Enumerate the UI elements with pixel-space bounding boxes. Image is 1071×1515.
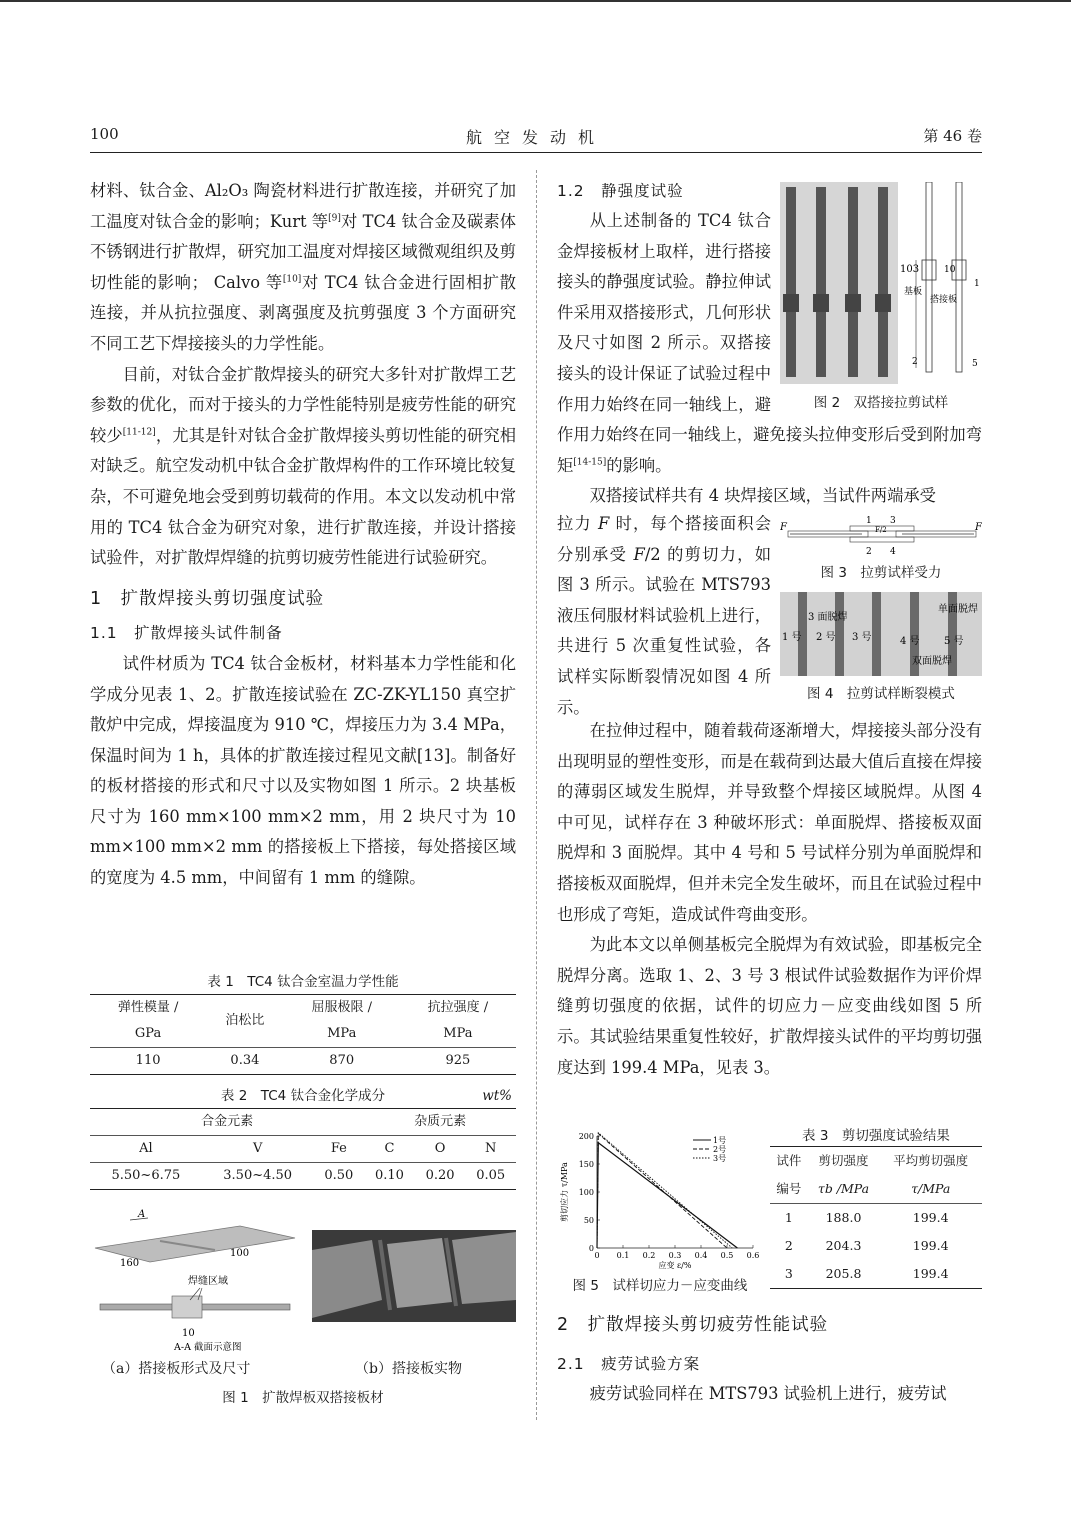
table-1-caption: 表 1 TC4 钛合金室温力学性能 xyxy=(207,974,399,990)
t2-col: C xyxy=(384,1141,395,1156)
fig4-label-n5: 5 号 xyxy=(944,636,964,647)
t3-header-avg: 平均剪切强度 xyxy=(893,1153,969,1168)
paragraph-7: 为此本文以单侧基板完全脱焊为有效试验，即基板完全脱焊分离。选取 1、2、3 号 3 根试件试验数据作为评价焊缝剪切强度的依据，试件的切应力－应变曲线如图 5 所示。其试验结果重复性较好，扩散焊接头试件的平均剪切强度达到 199.4 MPa，见表 3。 xyxy=(557,935,982,1077)
t3-header-strength-unit: τb /MPa xyxy=(817,1181,870,1196)
table-2-caption-text: 表 2 TC4 钛合金化学成分 xyxy=(220,1088,386,1104)
t3-header-id-b: 编号 xyxy=(776,1181,802,1196)
fig4-label-double: 双面脱焊 xyxy=(912,656,952,667)
figure-1a-drawing xyxy=(90,1208,300,1353)
figure-1-caption: 图 1 扩散焊板双搭接板材 xyxy=(222,1390,384,1406)
series-line-2 xyxy=(597,1134,727,1248)
t3-header-id: 试件 xyxy=(776,1153,802,1168)
table-row xyxy=(770,1260,982,1289)
figure-1-subcaptions xyxy=(90,1358,516,1380)
table-3 xyxy=(770,1126,982,1289)
t3-header-strength: 剪切强度 xyxy=(818,1153,869,1168)
t3-cell: 199.4 xyxy=(912,1266,949,1281)
t3-cell: 204.3 xyxy=(825,1238,862,1253)
y-tick-label: 150 xyxy=(578,1160,594,1169)
t2-col: N xyxy=(484,1141,497,1156)
t1-cell: 0.34 xyxy=(230,1053,260,1068)
fig4-label-single: 单面脱焊 xyxy=(938,604,978,615)
figure-1b-photo xyxy=(312,1230,516,1322)
table-row xyxy=(90,1048,516,1075)
top-border xyxy=(0,0,1071,2)
fig2-label-1: 1 xyxy=(974,279,980,289)
paragraph-5-narrow xyxy=(557,509,771,723)
figure-1b-drawing xyxy=(312,1230,516,1322)
y-tick-label: 0 xyxy=(588,1244,594,1253)
figure-1a-caption: （a）搭接板形式及尺寸 xyxy=(102,1361,251,1377)
fig3-label-half: F/2 xyxy=(875,526,887,534)
figure-5-svg xyxy=(557,1124,763,1274)
paragraph-1: 材料、钛合金、Al₂O₃ 陶瓷材料进行扩散连接，并研究了加工温度对钛合金的影响；Kurt 等[9]对 TC4 钛合金及碳素体不锈钢进行扩散焊，研究加工温度对焊接区域微观组织及剪切性能的影响； Calvo 等[10]对 TC4 钛合金进行固相扩散连接，并从抗拉强度、剥离强度及抗剪强度 3 个方面研究不同工艺下焊接接头的力学性能。 xyxy=(90,181,517,353)
t2-cell: 0.05 xyxy=(476,1168,506,1183)
paragraph-5-first-line: 双搭接试样共有 4 块焊接区域，当试件两端承受 xyxy=(589,486,936,506)
paragraph-3: 试件材质为 TC4 钛合金板材，材料基本力学性能和化学成分见表 1、2。扩散连接试验在 ZC-ZK-YL150 真空扩散炉中完成，焊接温度为 910 ℃，焊接压力为 3.4 MPa，保温时间为 1 h，具体的扩散连接过程见文献[13]。制备好的板材搭接的形式和尺寸以及实物如图 1 所示。2 块基板尺寸为 160 mm×100 mm×2 mm，用 2 块尺寸为 10 mm×100 mm×2 mm 的搭接板上下搭接，每处搭接区域的宽度为 4.5 mm，中间留有 1 mm 的缝隙。 xyxy=(90,653,516,888)
figure-2-photo-drawing xyxy=(780,182,898,384)
figure-5-chart xyxy=(557,1124,763,1274)
t2-cell: 3.50~4.50 xyxy=(223,1168,293,1183)
t1-header-modulus-unit: GPa xyxy=(134,1026,162,1041)
journal-title: 航空发动机 xyxy=(465,128,606,147)
fig1-label-100: 100 xyxy=(230,1248,250,1259)
table-row xyxy=(90,1163,516,1190)
t3-cell: 205.8 xyxy=(825,1266,862,1281)
t2-cell: 0.20 xyxy=(425,1168,455,1183)
y-axis-label: 剪切应力 τ/MPa xyxy=(560,1162,569,1222)
paragraph-4-wide xyxy=(557,420,982,511)
t1-cell: 870 xyxy=(329,1053,355,1068)
fig3-label-4: 4 xyxy=(890,547,896,557)
figure-2-photo xyxy=(780,182,898,384)
t3-header-avg-unit: τ/MPa xyxy=(911,1181,951,1196)
figure-2-caption: 图 2 双搭接拉剪试样 xyxy=(813,395,949,411)
column-separator xyxy=(536,170,537,1420)
t2-col: Fe xyxy=(330,1141,347,1156)
paragraph-4-continued: 作用力始终在同一轴线上，避免接头拉伸变形后受到附加弯矩[14-15]的影响。 xyxy=(557,425,982,475)
t3-cell: 3 xyxy=(784,1266,793,1281)
right-column-bottom xyxy=(557,1310,982,1410)
figure-4-drawing xyxy=(780,592,982,676)
left-column xyxy=(90,176,516,894)
table-2-caption xyxy=(90,1086,516,1106)
fig4-label-n4: 4 号 xyxy=(900,636,920,647)
fig2-label-2: 2 xyxy=(912,357,918,367)
figure-1b-caption: （b）搭接板实物 xyxy=(355,1361,462,1377)
t3-cell: 199.4 xyxy=(912,1210,949,1225)
table-row xyxy=(770,1232,982,1260)
table-3-caption: 表 3 剪切强度试验结果 xyxy=(802,1128,950,1144)
t1-cell: 110 xyxy=(135,1053,161,1068)
fig3-force-right: F xyxy=(975,522,982,533)
table-2-unit: wt% xyxy=(482,1088,512,1104)
figure-4-caption: 图 4 拉剪试样断裂模式 xyxy=(807,686,955,702)
t2-group-impurity: 杂质元素 xyxy=(364,1109,516,1136)
figure-4-photo xyxy=(780,592,982,676)
paragraph-4: 从上述制备的 TC4 钛合金焊接板材上取样，进行搭接接头的静强度试验。静拉伸试件采用双搭接形式，几何形状及尺寸如图 2 所示。双搭接接头的设计保证了试验过程中作用力始终在同一轴线上，避 xyxy=(557,211,771,414)
fig2-label-10: 10 xyxy=(944,265,956,275)
volume-label: 第 46 卷 xyxy=(923,127,982,145)
t1-cell: 925 xyxy=(445,1053,471,1068)
x-tick-label: 0.1 xyxy=(616,1251,630,1260)
t2-col: Al xyxy=(139,1141,153,1156)
legend-label-1: 1号 xyxy=(713,1136,727,1145)
fig2-label-base: 基板 xyxy=(904,287,923,297)
x-tick-label: 0.6 xyxy=(746,1251,760,1260)
fig3-label-1: 1 xyxy=(866,516,872,526)
x-axis-label: 应变 ε/% xyxy=(658,1261,692,1270)
fig4-label-n1: 1 号 xyxy=(782,632,802,643)
x-tick-label: 0.3 xyxy=(668,1251,682,1260)
figure-3 xyxy=(780,512,982,560)
figure-5-caption: 图 5 试样切应力－应变曲线 xyxy=(572,1278,748,1294)
page-number: 100 xyxy=(90,125,119,143)
page-header xyxy=(90,125,982,149)
t3-cell: 2 xyxy=(784,1238,793,1253)
y-tick-label: 100 xyxy=(578,1188,594,1197)
figure-3-drawing xyxy=(780,512,982,560)
paragraph-4-narrow xyxy=(557,206,771,420)
fig1-label-10: 10 xyxy=(182,1328,195,1339)
right-column-middle xyxy=(557,716,982,1083)
x-tick-label: 0 xyxy=(594,1251,600,1260)
t2-cell: 5.50~6.75 xyxy=(111,1168,181,1183)
fig4-label-3face: 3 面脱焊 xyxy=(808,612,848,623)
fig3-label-3: 3 xyxy=(890,516,896,526)
fig4-label-n2: 2 号 xyxy=(816,632,836,643)
t3-cell: 1 xyxy=(784,1210,793,1225)
section-2-heading: 2 扩散焊接头剪切疲劳性能试验 xyxy=(557,1315,829,1335)
table-row xyxy=(770,1204,982,1233)
fig2-label-5: 5 xyxy=(972,359,978,369)
table-1 xyxy=(90,972,516,1075)
fig2-label-lap: 搭接板 xyxy=(930,295,958,305)
t1-header-poisson: 泊松比 xyxy=(225,1013,265,1028)
y-tick-label: 200 xyxy=(578,1132,594,1141)
table-2 xyxy=(90,1086,516,1190)
x-tick-label: 0.5 xyxy=(720,1251,734,1260)
t2-col: V xyxy=(252,1141,263,1156)
header-rule xyxy=(90,152,982,153)
fig1-label-weld: 焊缝区域 xyxy=(188,1276,228,1287)
t1-header-tensile-unit: MPa xyxy=(443,1026,473,1041)
figure-2-schematic-drawing xyxy=(900,182,982,378)
figure-2-schematic xyxy=(900,182,982,378)
paragraph-6: 在拉伸过程中，随着载荷逐渐增大，焊接接头部分没有出现明显的塑性变形，而是在载荷到达最大值后直接在焊接的薄弱区域发生脱焊，并导致整个焊接区域脱焊。从图 4 中可见，试样存在 3 种破坏形式：单面脱焊、搭接板双面脱焊和 3 面脱焊。其中 4 号和 5 号试样分别为单面脱焊和搭接板双面脱焊，但并未完全发生破坏，而且在试验过程中也形成了弯矩，造成试件弯曲变形。 xyxy=(557,721,982,924)
t2-col: O xyxy=(434,1141,446,1156)
t2-cell: 0.50 xyxy=(324,1168,354,1183)
fig4-label-n3: 3 号 xyxy=(852,632,872,643)
t3-cell: 199.4 xyxy=(912,1238,949,1253)
paragraph-5: 拉力 F 时，每个搭接面积会分别承受 F/2 的剪切力，如图 3 所示。试验在 MTS793 液压伺服材料试验机上进行，共进行 5 次重复性试验，各试样实际断裂情况如图 4 所示。 xyxy=(557,514,771,717)
fig2-label-103: 103 xyxy=(900,264,920,275)
t3-cell: 188.0 xyxy=(825,1210,862,1225)
y-tick-label: 50 xyxy=(583,1216,594,1225)
x-tick-label: 0.4 xyxy=(694,1251,708,1260)
legend-label-3: 3号 xyxy=(713,1154,727,1163)
x-tick-label: 0.2 xyxy=(642,1251,656,1260)
t1-header-modulus: 弹性模量 / xyxy=(117,1000,179,1015)
fig1-label-a: A xyxy=(138,1209,146,1220)
t1-header-tensile: 抗拉强度 / xyxy=(427,1000,489,1015)
section-1-heading: 1 扩散焊接头剪切强度试验 xyxy=(90,588,325,609)
fig1-label-section: A-A 截面示意图 xyxy=(174,1342,242,1353)
fig3-force-left: F xyxy=(780,522,787,533)
figure-3-caption: 图 3 拉剪试样受力 xyxy=(820,565,942,581)
t2-group-alloy: 合金元素 xyxy=(90,1109,364,1136)
section-1-2-heading: 1.2 静强度试验 xyxy=(557,182,684,200)
section-1-1-heading: 1.1 扩散焊接头试件制备 xyxy=(90,624,283,643)
t1-header-yield: 屈服极限 / xyxy=(311,1000,372,1015)
section-2-1-heading: 2.1 疲劳试验方案 xyxy=(557,1354,701,1373)
legend-label-2: 2号 xyxy=(713,1145,727,1154)
fig1-label-160: 160 xyxy=(120,1258,140,1269)
paragraph-2: 目前，对钛合金扩散焊接头的研究大多针对扩散焊工艺参数的优化，而对于接头的力学性能特别是疲劳性能的研究较少[11-12]，尤其是针对钛合金扩散焊接头剪切性能的研究相对缺乏。航空发动机中钛合金扩散焊构件的工作环境比较复杂，不可避免地会受到剪切载荷的作用。本文以发动机中常用的 TC4 钛合金为研究对象，进行扩散连接，并设计搭接试验件，对扩散焊焊缝的抗剪切疲劳性能进行试验研究。 xyxy=(90,364,516,568)
t2-cell: 0.10 xyxy=(374,1168,404,1183)
t1-header-yield-unit: MPa xyxy=(327,1026,357,1041)
fig3-label-2: 2 xyxy=(866,547,872,557)
figure-1a xyxy=(90,1208,300,1353)
paragraph-8: 疲劳试验同样在 MTS793 试验机上进行，疲劳试 xyxy=(589,1384,947,1404)
